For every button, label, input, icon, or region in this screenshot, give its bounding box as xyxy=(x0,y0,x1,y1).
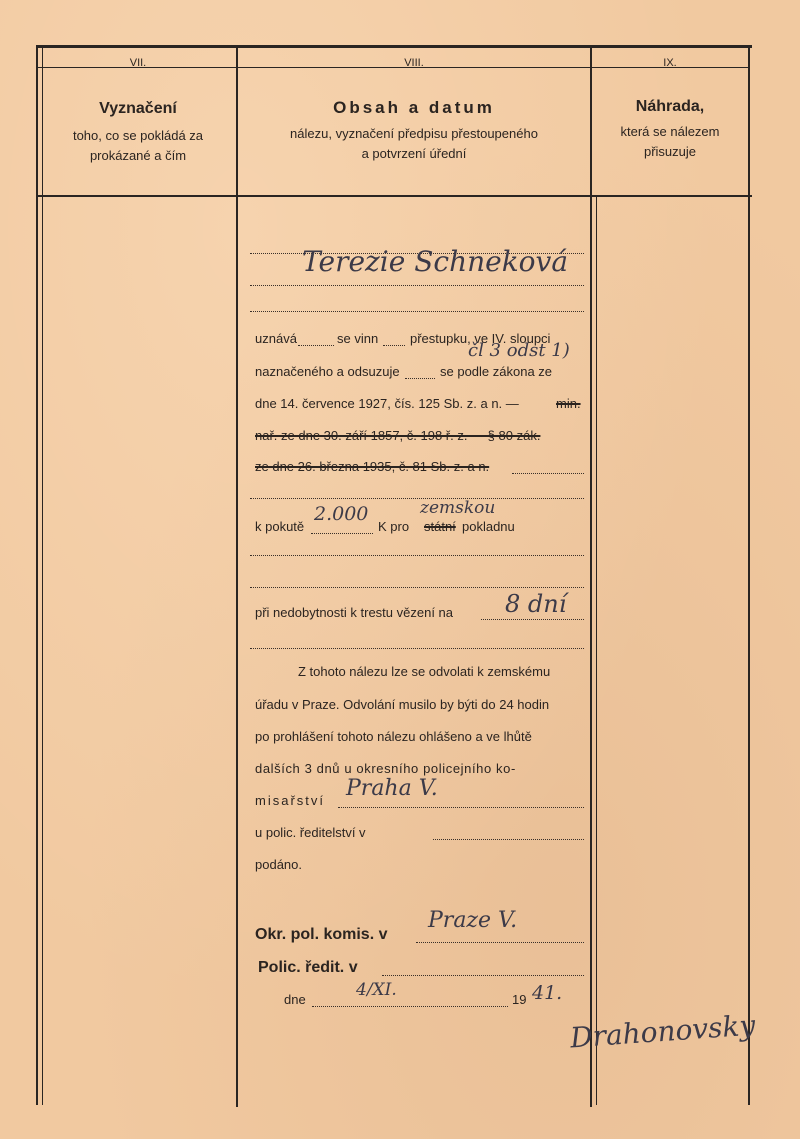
polic-redit-dots xyxy=(382,975,584,976)
year-prefix: 19 xyxy=(512,992,527,1007)
pokladnu-handwritten: zemskou xyxy=(420,498,496,518)
pre-pokuta-dots xyxy=(250,498,584,499)
appeal-line-3: po prohlášení tohoto nálezu ohlášeno a ve lhůtě xyxy=(255,729,532,744)
k-pokute-dots xyxy=(311,533,373,534)
column-ix-number: IX. xyxy=(663,57,677,69)
col-divider-1 xyxy=(236,47,238,1107)
dne-label: dne xyxy=(284,992,306,1007)
date-handwritten: 4/XI. xyxy=(356,980,397,1000)
k-pro-label: K pro xyxy=(378,519,410,534)
appeal-line-4: dalších 3 dnů u okresního policejního ko- xyxy=(255,761,516,776)
signature: Drahonovsky xyxy=(569,1008,757,1055)
column-vii-subtitle-1: toho, co se pokládá za xyxy=(72,128,204,143)
pokladnu-label: pokladnu xyxy=(462,519,515,534)
column-vii-title: Vyznačení xyxy=(99,100,177,117)
ze-dne-struck-line: ze dne 26. března 1935, č. 81 Sb. z. a n. xyxy=(255,459,490,474)
column-ix-subtitle-2: přisuzuje xyxy=(643,144,697,159)
appeal-line-2: úřadu v Praze. Odvolání musilo by býti do 24 hodin xyxy=(255,697,550,712)
polic-reditelstvi-dots xyxy=(433,839,584,840)
nar-struck-line: nař. ze dne 30. září 1857, č. 198 ř. z. — § 80 zák. xyxy=(255,428,541,443)
min-struck: min. xyxy=(556,396,581,411)
zakon-line: dne 14. července 1927, čís. 125 Sb. z. a n. — xyxy=(255,396,519,411)
frame-top-line xyxy=(36,45,752,48)
name-dotted-line-3 xyxy=(250,311,584,312)
dne-dots xyxy=(312,1006,508,1007)
polic-reditelstvi-label: u polic. ředitelství v xyxy=(255,825,366,840)
amount-handwritten: 2.000 xyxy=(314,503,369,525)
col-divider-2-inner xyxy=(596,195,597,1105)
uznava-label: uznává xyxy=(255,331,297,346)
naznaceneho-dots xyxy=(405,378,435,379)
year-handwritten: 41. xyxy=(532,982,563,1004)
se-podle-label: se podle zákona ze xyxy=(440,364,553,379)
frame-right-line xyxy=(748,45,750,1105)
se-vinn-label: se vinn xyxy=(337,331,379,346)
column-viii-subtitle-1: nálezu, vyznačení předpisu přestoupeného xyxy=(290,126,538,141)
appeal-line-1: Z tohoto nálezu lze se odvolati k zemskému xyxy=(298,664,551,679)
name-handwritten: Terezie Schneková xyxy=(302,245,569,278)
statni-struck: státní xyxy=(424,519,456,534)
frame-left-line-inner xyxy=(42,45,43,1105)
komisarstvi-label: misařství xyxy=(255,793,325,808)
post-nedobytnost-dots xyxy=(250,648,584,649)
column-viii-subtitle-2: a potvrzení úřední xyxy=(361,146,467,161)
polic-redit-label: Polic. ředit. v xyxy=(258,959,358,976)
after-pokuta-dots-2 xyxy=(250,587,584,588)
frame-left-line xyxy=(36,45,38,1105)
se-vinn-dots xyxy=(383,345,405,346)
handwritten-odst: čl 3 odst 1) xyxy=(468,340,570,361)
uznava-dots xyxy=(298,345,334,346)
days-handwritten: 8 dní xyxy=(505,590,567,618)
column-ix-title: Náhrada, xyxy=(635,98,705,115)
column-vii-number: VII. xyxy=(129,57,147,69)
nedobytnost-dots xyxy=(481,619,584,620)
header-bottom-line xyxy=(38,195,752,197)
name-dotted-line-2 xyxy=(250,285,584,286)
column-ix-subtitle-1: která se nálezem xyxy=(620,124,720,139)
nedobytnost-label: při nedobytnosti k trestu vězení na xyxy=(255,605,454,620)
column-vii-subtitle-2: prokázané a čím xyxy=(89,148,187,163)
okr-pol-handwritten: Praze V. xyxy=(428,908,518,933)
after-pokuta-dots-1 xyxy=(250,555,584,556)
okr-pol-label: Okr. pol. komis. v xyxy=(255,926,388,943)
naznaceneho-label: naznačeného a odsuzuje xyxy=(255,364,400,379)
ze-dne-dots xyxy=(512,473,584,474)
podano-label: podáno. xyxy=(255,857,302,872)
column-viii-number: VIII. xyxy=(404,57,424,69)
col-divider-2 xyxy=(590,47,592,1107)
komisarstvi-handwritten: Praha V. xyxy=(346,776,438,801)
prestupku-label: přestupku, ve IV. sloupci xyxy=(410,331,551,346)
komisarstvi-dots xyxy=(338,807,584,808)
column-viii-title: Obsah a datum xyxy=(333,98,495,117)
okr-pol-dots xyxy=(416,942,584,943)
k-pokute-label: k pokutě xyxy=(255,519,305,534)
